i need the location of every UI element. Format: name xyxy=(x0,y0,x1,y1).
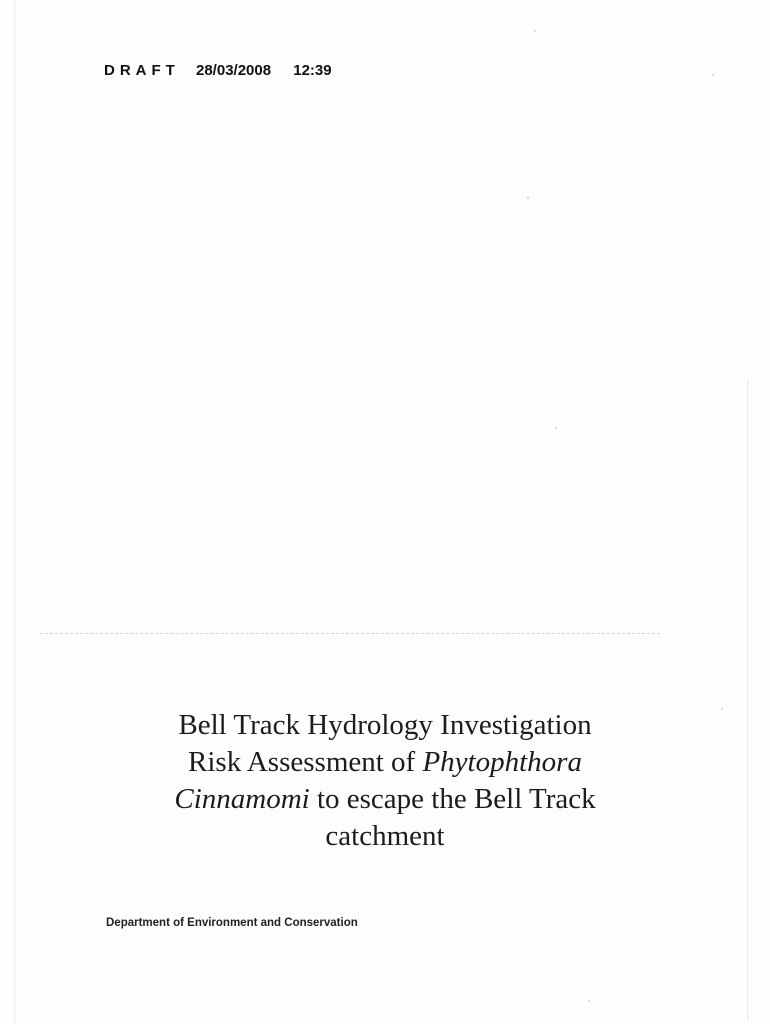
draft-label: DRAFT xyxy=(104,62,180,79)
scan-speck xyxy=(555,427,557,429)
title-line-3 xyxy=(100,781,670,818)
scan-speck xyxy=(527,197,529,199)
draft-time: 12:39 xyxy=(293,62,332,79)
scan-left-edge xyxy=(14,0,15,1024)
title-line-2 xyxy=(100,744,670,781)
title-line-4: catchment xyxy=(325,820,445,852)
document-title xyxy=(100,707,670,855)
department-name: Department of Environment and Conservation xyxy=(106,917,358,929)
scan-speck xyxy=(534,30,536,32)
scan-speck xyxy=(588,1000,590,1002)
title-line-1: Bell Track Hydrology Investigation xyxy=(178,709,592,741)
scan-speck xyxy=(712,74,714,76)
title-species-genus: Phytophthora xyxy=(422,746,582,778)
draft-date: 28/03/2008 xyxy=(196,62,272,79)
scan-right-edge xyxy=(747,380,748,1020)
draft-header xyxy=(104,62,332,79)
scan-artifact-line xyxy=(40,633,660,634)
scan-speck xyxy=(721,708,723,710)
title-line-2-prefix: Risk Assessment of xyxy=(188,746,423,778)
title-line-3-suffix: to escape the Bell Track xyxy=(309,783,596,815)
title-species-name: Cinnamomi xyxy=(174,783,310,815)
